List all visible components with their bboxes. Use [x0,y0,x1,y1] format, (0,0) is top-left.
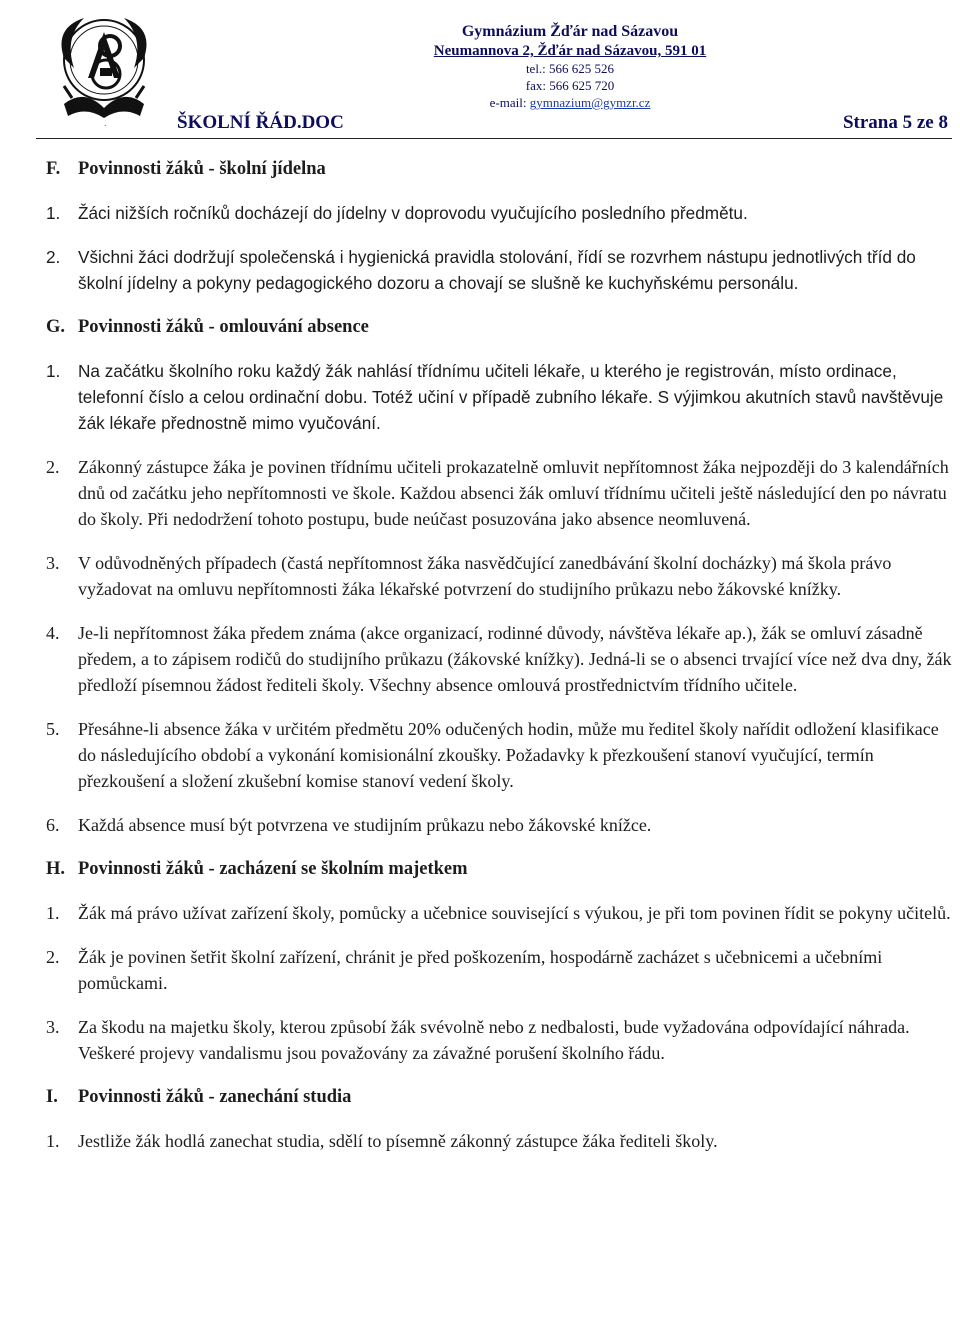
list-item: 4. Je-li nepřítomnost žáka předem známa (akce organizací, rodinné důvody, návštěva lékaře ap.), žák se omluví zásadně předem, a to zápisem rodičů do studijního průkazu (žákovské knížky). Jedná-li se o absenci trvající více než dva dny, žák předloží písemnou žádost řediteli školy. Všechny absence omlouvá prostřednictvím třídního učitele. [46,623,952,695]
list-item: 1. Žáci nižších ročníků docházejí do jídelny v doprovodu vyučujícího posledního předmětu. [46,203,748,223]
section-heading-i: I. Povinnosti žáků - zanechání studia [46,1087,352,1107]
list-item: 2. Zákonný zástupce žáka je povinen třídnímu učiteli prokazatelně omluvit nepřítomnost žáka nejpozději do 3 kalendářních dnů od začátku jeho nepřítomnosti ve škole. Každou absenci žák omluví třídnímu učiteli ještě následující den po návratu do školy. Při nedodržení tohoto postupu, bude neúčast posuzována jako absence neomluvená. [46,457,949,529]
school-logo-icon [44,8,170,128]
list-item: 1. Na začátku školního roku každý žák nahlásí třídnímu učiteli lékaře, u kterého je registrován, místo ordinace, telefonní číslo a celou ordinační dobu. Totéž učiní v případě zubního lékaře. S výjimkou akutních stavů navštěvuje žák lékaře přednostně mimo vyučování. [46,361,944,433]
list-item: 3. Za škodu na majetku školy, kterou způsobí žák svévolně nebo z nedbalosti, bude vyžadována odpovídající náhrada. Veškeré projevy vandalismu jsou považovány za závažné porušení školního řádu. [46,1017,910,1063]
list-item: 1. Jestliže žák hodlá zanechat studia, sdělí to písemně zákonný zástupce žáka řediteli školy. [46,1131,718,1151]
list-item: 6. Každá absence musí být potvrzena ve studijním průkazu nebo žákovské knížce. [46,815,652,835]
school-tel: tel.: 566 625 526 [525,61,615,76]
school-address: Neumannova 2, Žďár nad Sázavou, 591 01 [433,43,707,59]
header-divider [36,138,952,139]
section-heading-h: H. Povinnosti žáků - zacházení se školním majetkem [46,859,468,879]
email-prefix: e-mail: [489,95,530,110]
document-body [46,156,956,1172]
school-email-line [380,94,760,111]
page-header [0,0,960,140]
list-item: 2. Všichni žáci dodržují společenská i hygienická pravidla stolování, řídí se rozvrhem nástupu jednotlivých tříd do školní jídelny a pokyny pedagogického dozoru a chovají se slušně ke kuchyňskému personálu. [46,247,916,293]
list-item: 5. Přesáhne-li absence žáka v určitém předmětu 20% odučených hodin, může mu ředitel školy nařídit odložení klasifikace do následujícího období a vykonání komisionální zkoušky. Požadavky k přezkoušení stanoví vyučující, termín přezkoušení a složení zkušební komise stanoví vedení školy. [46,719,939,791]
document-name: ŠKOLNÍ ŘÁD.DOC [177,112,344,133]
section-heading-f: F. Povinnosti žáků - školní jídelna [46,159,326,179]
list-item: 3. V odůvodněných případech (častá nepřítomnost žáka nasvědčující zanedbávání školní docházky) má škola právo vyžadovat na omluvu nepřítomnosti žáka lékařské potvrzení do studijního průkazu nebo žákovské knížky. [46,553,892,599]
list-item: 1. Žák má právo užívat zařízení školy, pomůcky a učebnice související s výukou, je při tom povinen řídit se pokyny učitelů. [46,903,951,923]
page-number: Strana 5 ze 8 [842,112,948,133]
school-fax: fax: 566 625 720 [525,78,615,93]
school-contact-block [380,22,760,111]
school-name: Gymnázium Žďár nad Sázavou [461,23,679,40]
section-heading-g: G. Povinnosti žáků - omlouvání absence [46,317,369,337]
list-item: 2. Žák je povinen šetřit školní zařízení, chránit je před poškozením, hospodárně zacházet s učebnicemi a učebními pomůckami. [46,947,883,993]
logo-caption: . [104,118,107,129]
email-link[interactable]: gymnazium@gymzr.cz [529,95,651,110]
